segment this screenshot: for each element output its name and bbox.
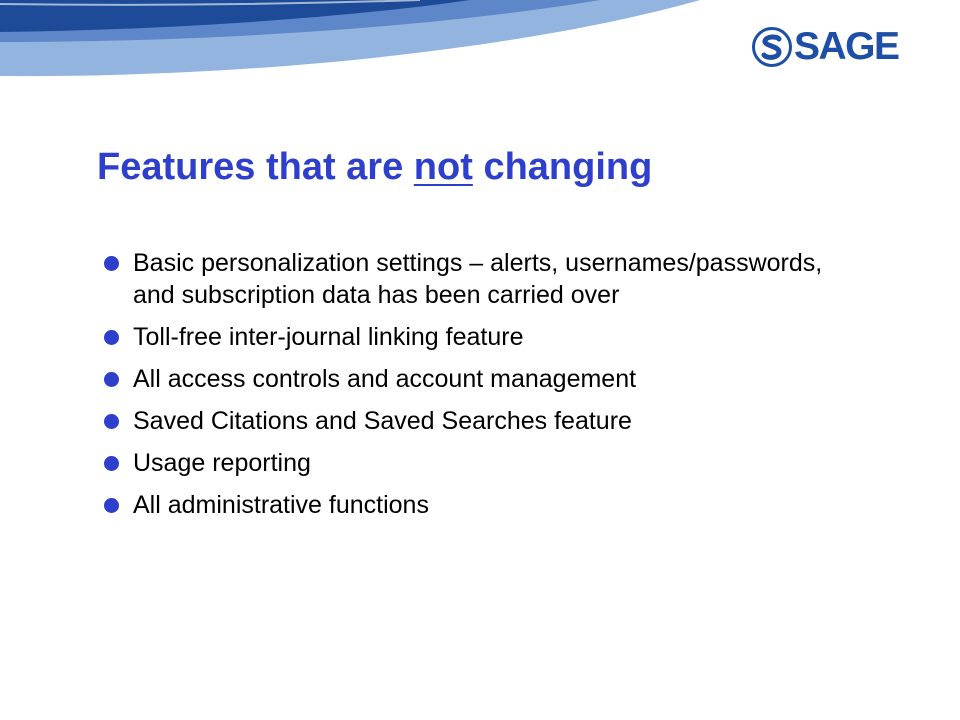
bullet-text: Usage reporting [133,449,311,477]
bullet-item [104,247,844,311]
slide-title [97,140,652,194]
bullet-text: Saved Citations and Saved Searches feature [133,407,632,435]
bullet-text: All administrative functions [133,491,429,519]
bullet-item [104,321,844,353]
bullet-dot-icon [104,330,119,345]
title-emphasis: not [413,146,473,188]
title-text-end: changing [483,146,653,188]
bullet-item [104,363,844,395]
bullet-dot-icon [104,414,119,429]
bullet-dot-icon [104,456,119,471]
title-text-start: Features that are [97,146,404,188]
bullet-dot-icon [104,498,119,513]
bullet-item [104,405,844,437]
bullet-text: All access controls and account management [133,365,637,393]
logo-text: SAGE [794,25,899,68]
bullet-text: Basic personalization settings – alerts, usernames/passwords, and subscription data has been carried over [133,249,823,309]
bullet-item [104,489,844,521]
bullet-item [104,447,844,479]
bullet-text: Toll-free inter-journal linking feature [133,323,524,351]
sage-logo [752,24,899,70]
bullet-dot-icon [104,372,119,387]
bullet-dot-icon [104,256,119,271]
bullet-list [104,247,844,531]
sage-s-logo-icon [752,27,792,67]
